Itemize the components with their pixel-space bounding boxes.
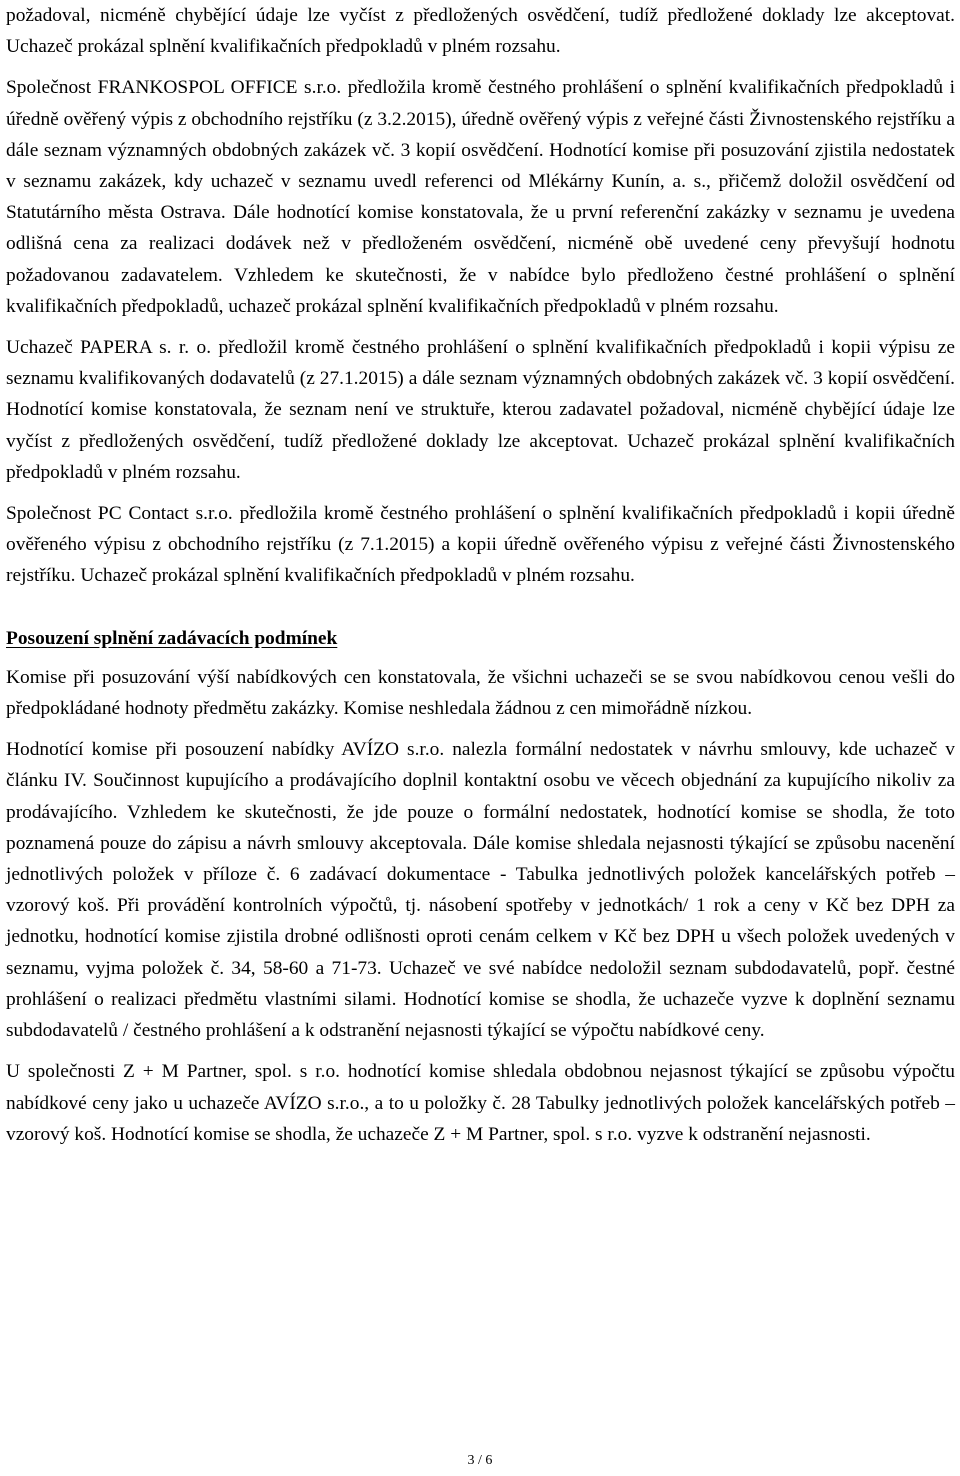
paragraph-frankospol: Společnost FRANKOSPOL OFFICE s.r.o. předložila kromě čestného prohlášení o splnění kvalifikačních předpokladů i úředně ověřený výpis z obchodního rejstříku (z 3.2.2015), úředně ověřený výpis z veřejné části Živnostenského rejstříku a dále seznam významných obdobných zakázek vč. 3 kopií osvědčení. Hodnotící komise při posuzování zjistila nedostatek v seznamu zakázek, kdy uchazeč v seznamu uvedl referenci od Mlékárny Kunín, a. s., přičemž doložil osvědčení od Statutárního města Ostrava. Dále hodnotící komise konstatovala, že u první referenční zakázky v seznamu je uvedena odlišná cena za realizaci dodávek než v předloženém osvědčení, nicméně obě uvedené ceny převyšují hodnotu požadovanou zadavatelem. Vzhledem ke skutečnosti, že v nabídce bylo předloženo čestné prohlášení o splnění kvalifikačních předpokladů, uchazeč prokázal splnění kvalifikačních předpokladů v plném rozsahu.	[6, 77, 955, 317]
section-heading: Posouzení splnění zadávacích podmínek	[6, 627, 338, 649]
paragraph-avizo: Hodnotící komise při posouzení nabídky AVÍZO s.r.o. nalezla formální nedostatek v návrhu smlouvy, kde uchazeč v článku IV. Součinnost kupujícího a prodávajícího doplnil kontaktní osobu ve věcech objednání za kupujícího nikoliv za prodávajícího. Vzhledem ke skutečnosti, že jde pouze o formální nedostatek, hodnotící komise se shodla, že toto poznamená pouze do zápisu a návrh smlouvy akceptovala. Dále komise shledala nejasnosti týkající se způsobu nacenění jednotlivých položek v příloze č. 6 zadávací dokumentace - Tabulka jednotlivých položek kancelářských potřeb – vzorový koš. Při provádění kontrolních výpočtů, tj. násobení spotřeby v jednotkách/ 1 rok a ceny v Kč bez DPH za jednotku, hodnotící komise zjistila drobné odlišnosti oproti cenám celkem v Kč bez DPH u všech položek uvedených v seznamu, vyjma položek č. 34, 58-60 a 71-73. Uchazeč ve své nabídce nedoložil seznam subdodavatelů, popř. čestné prohlášení o realizaci předmětu vlastními silami. Hodnotící komise se shodla, že uchazeče vyzve k doplnění seznamu subdodavatelů / čestného prohlášení a k odstranění nejasnosti týkající se výpočtu nabídkové ceny.	[6, 739, 955, 1042]
paragraph-papera: Uchazeč PAPERA s. r. o. předložil kromě čestného prohlášení o splnění kvalifikačních předpokladů i kopii výpisu ze seznamu kvalifikovaných dodavatelů (z 27.1.2015) a dále seznam významných obdobných zakázek vč. 3 kopií osvědčení. Hodnotící komise konstatovala, že seznam není ve struktuře, kterou zadavatel požadoval, nicméně chybějící údaje lze vyčíst z předložených osvědčení, tudíž předložené doklady lze akceptovat. Uchazeč prokázal splnění kvalifikačních předpokladů v plném rozsahu.	[6, 337, 955, 483]
page-number: 3 / 6	[467, 1453, 493, 1468]
paragraph-pc-contact: Společnost PC Contact s.r.o. předložila kromě čestného prohlášení o splnění kvalifikačních předpokladů i kopii úředně ověřeného výpisu z obchodního rejstříku (z 7.1.2015) a kopii úředně ověřeného výpisu z veřejné části Živnostenského rejstříku. Uchazeč prokázal splnění kvalifikačních předpokladů v plném rozsahu.	[6, 503, 955, 587]
paragraph-zm-partner: U společnosti Z + M Partner, spol. s r.o. hodnotící komise shledala obdobnou nejasnost týkající se způsobu výpočtu nabídkové ceny jako u uchazeče AVÍZO s.r.o., a to u položky č. 28 Tabulky jednotlivých položek kancelářských potřeb – vzorový koš. Hodnotící komise se shodla, že uchazeče Z + M Partner, spol. s r.o. vyzve k odstranění nejasnosti.	[6, 1061, 955, 1145]
document-page	[6, 0, 955, 1150]
paragraph-price-assessment: Komise při posuzování výší nabídkových cen konstatovala, že všichni uchazeči se se svou nabídkovou cenou vešli do předpokládané hodnoty předmětu zakázky. Komise neshledala žádnou z cen mimořádně nízkou.	[6, 666, 955, 720]
paragraph-papera-continuation: požadoval, nicméně chybějící údaje lze vyčíst z předložených osvědčení, tudíž předložené doklady lze akceptovat. Uchazeč prokázal splnění kvalifikačních předpokladů v plném rozsahu.	[6, 5, 955, 58]
